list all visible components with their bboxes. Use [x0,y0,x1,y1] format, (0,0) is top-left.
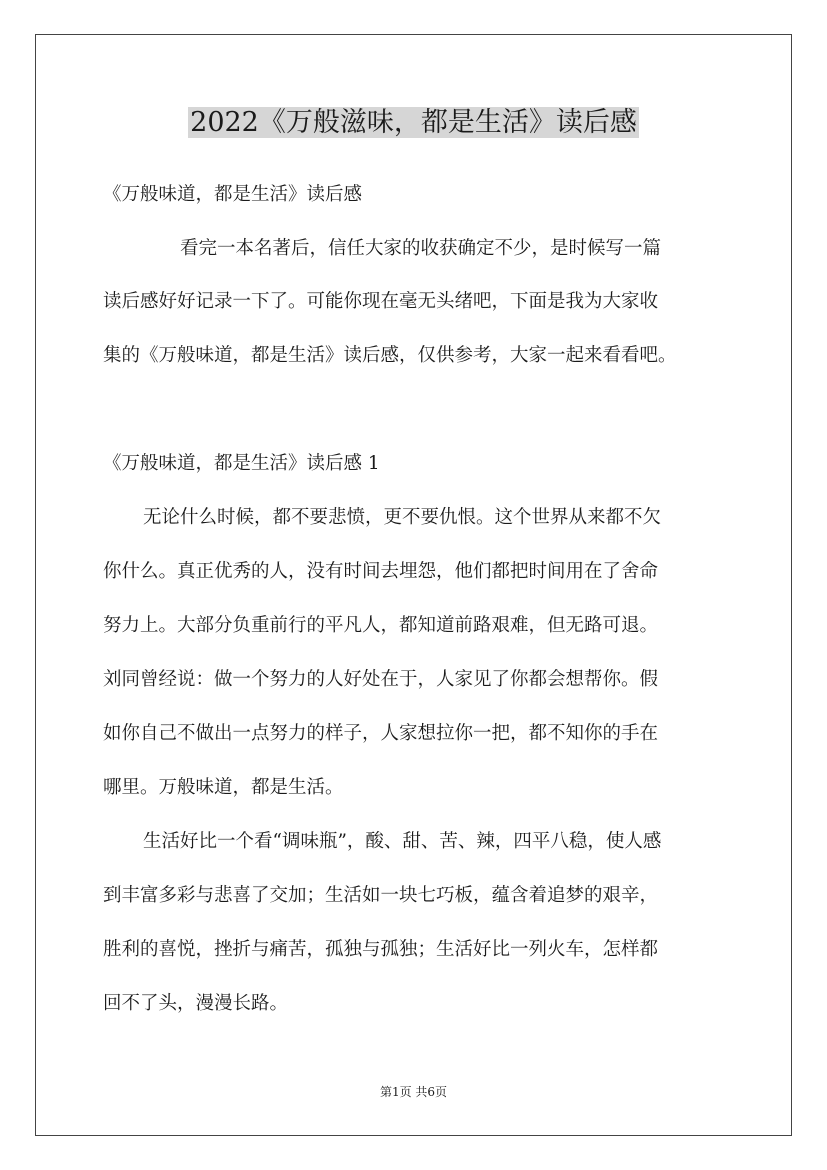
intro-line-1: 看完一本名著后，信任大家的收获确定不少，是时候写一篇 [180,238,662,259]
paragraph-2-line-4: 回不了头，漫漫长路。 [103,993,289,1014]
intro-line-3: 集的《万般味道，都是生活》读后感，仅供参考，大家一起来看看吧。 [103,345,677,366]
paragraph-1-line-3: 努力上。大部分负重前行的平凡人，都知道前路艰难，但无路可退。 [103,615,659,636]
paragraph-1-line-6: 哪里。万般味道，都是生活。 [103,777,344,798]
section-heading: 《万般味道，都是生活》读后感 1 [103,453,380,474]
document-title: 2022《万般滋味，都是生活》读后感 [190,107,637,138]
paragraph-1-line-5: 如你自己不做出一点努力的样子，人家想拉你一把，都不知你的手在 [103,723,659,744]
paragraph-2-line-3: 胜利的喜悦，挫折与痛苦，孤独与孤独；生活好比一列火车，怎样都 [103,939,659,960]
paragraph-2-line-2: 到丰富多彩与悲喜了交加；生活如一块七巧板，蕴含着追梦的艰辛， [103,885,659,906]
paragraph-1-line-1: 无论什么时候，都不要悲愤，更不要仇恨。这个世界从来都不欠 [143,507,662,528]
subtitle: 《万般味道，都是生活》读后感 [103,184,363,205]
paragraph-1-line-4: 刘同曾经说：做一个努力的人好处在于，人家见了你都会想帮你。假 [103,669,659,690]
page-footer: 第1页 共6页 [379,1085,448,1099]
intro-line-2: 读后感好好记录一下了。可能你现在毫无头绪吧，下面是我为大家收 [103,291,659,312]
paragraph-2-line-1: 生活好比一个看“调味瓶”，酸、甜、苦、辣，四平八稳，使人感 [143,831,662,852]
paragraph-1-line-2: 你什么。真正优秀的人，没有时间去埋怨，他们都把时间用在了舍命 [103,561,659,582]
